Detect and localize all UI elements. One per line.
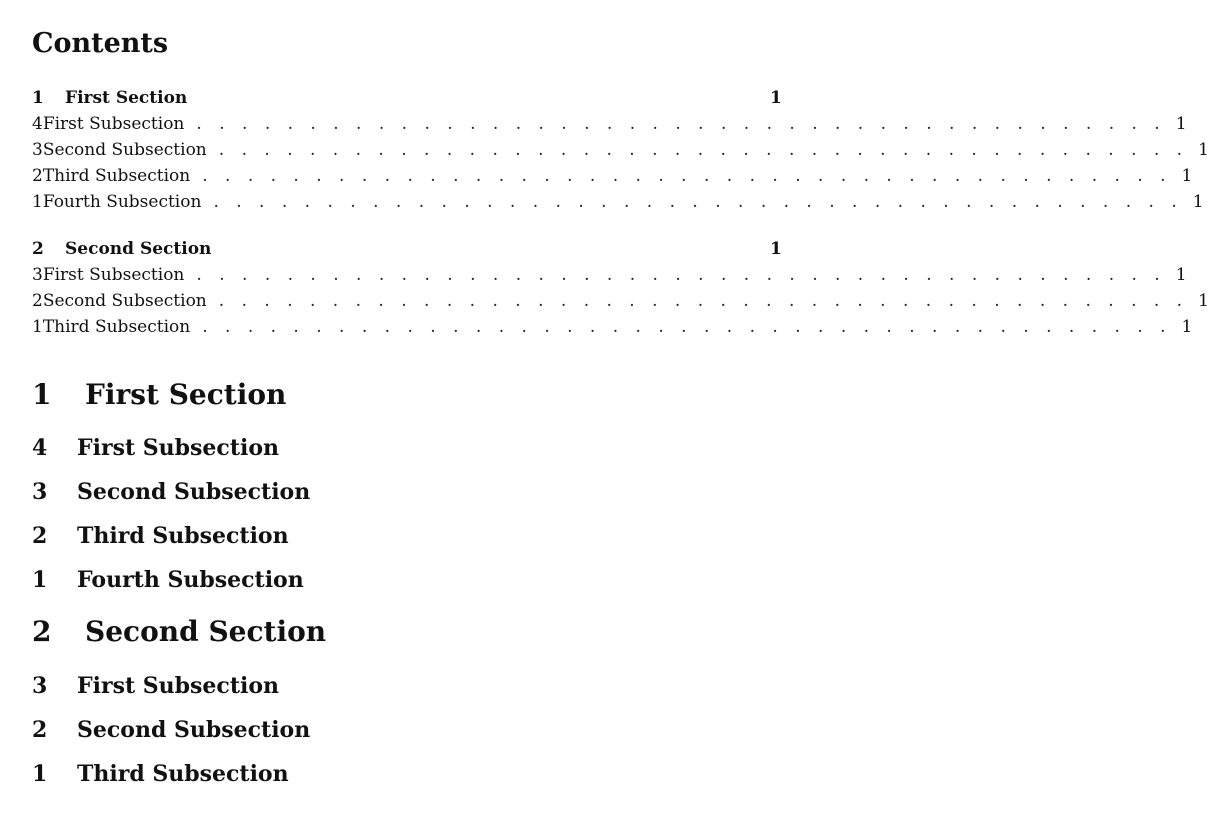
toc-page-number: 1: [1175, 114, 1187, 134]
subsection-number: 2: [32, 523, 48, 549]
subsection-number: 4: [32, 435, 48, 461]
toc-page-number: 1: [1175, 265, 1187, 285]
toc-subsection[interactable]: [32, 140, 1209, 164]
subsection-number: 3: [32, 673, 48, 699]
toc-subsection[interactable]: [32, 265, 1187, 289]
toc-subsection-number: 4: [32, 114, 43, 134]
section-title: Second Section: [85, 615, 327, 648]
subsection-number: 1: [32, 567, 48, 593]
toc-page-number: 1: [770, 239, 782, 259]
toc-subsection[interactable]: [32, 291, 1209, 315]
toc-page-number: 1: [1192, 192, 1204, 212]
subsection-heading: [32, 435, 279, 461]
subsection-title: Second Subsection: [77, 479, 311, 505]
subsection-title: Second Subsection: [77, 717, 311, 743]
subsection-number: 2: [32, 717, 48, 743]
toc-page-number: 1: [1198, 291, 1209, 311]
subsection-number: 3: [32, 479, 48, 505]
toc-subsection-title: Second Subsection: [42, 291, 207, 311]
dot-leader: . . . . . . . . . . . . . . . . . . . . . . . . . . . . . . . . . . . . . . . . . . .: [218, 140, 1189, 160]
subsection-heading: [32, 717, 310, 743]
toc-subsection-number: 3: [32, 265, 43, 285]
toc-subsection[interactable]: [32, 114, 1187, 138]
toc-section-title: Second Section: [65, 239, 212, 259]
toc-subsection-number: 3: [32, 140, 43, 160]
toc-section-number: 1: [32, 88, 44, 108]
toc-section-2[interactable]: [32, 239, 780, 263]
toc-subsection-title: Third Subsection: [42, 317, 191, 337]
toc-page-number: 1: [1198, 140, 1209, 160]
subsection-title: First Subsection: [77, 435, 280, 461]
toc-page-number: 1: [1181, 166, 1193, 186]
toc-subsection-title: First Subsection: [42, 114, 185, 134]
subsection-heading: [32, 567, 304, 593]
dot-leader: . . . . . . . . . . . . . . . . . . . . . . . . . . . . . . . . . . . . . . . . . . .: [213, 192, 1183, 212]
dot-leader: . . . . . . . . . . . . . . . . . . . . . . . . . . . . . . . . . . . . . . . . . . .: [196, 265, 1166, 285]
dot-leader: . . . . . . . . . . . . . . . . . . . . . . . . . . . . . . . . . . . . . . . . . . .: [202, 317, 1172, 337]
subsection-number: 1: [32, 761, 48, 787]
toc-subsection[interactable]: [32, 166, 1193, 190]
subsection-heading: [32, 761, 289, 787]
toc-subsection-number: 2: [32, 166, 43, 186]
toc-page-number: 1: [1181, 317, 1193, 337]
contents-title: Contents: [32, 28, 169, 59]
section-number: 1: [32, 378, 52, 411]
toc-subsection-number: 1: [32, 317, 43, 337]
section-number: 2: [32, 615, 52, 648]
section-heading-1: [32, 378, 286, 411]
dot-leader: . . . . . . . . . . . . . . . . . . . . . . . . . . . . . . . . . . . . . . . . . . .: [202, 166, 1172, 186]
toc-subsection-title: Second Subsection: [42, 140, 207, 160]
subsection-heading: [32, 479, 310, 505]
subsection-heading: [32, 523, 289, 549]
toc-page-number: 1: [770, 88, 782, 108]
section-heading-2: [32, 615, 326, 648]
toc-subsection[interactable]: [32, 192, 1204, 216]
toc-subsection-title: First Subsection: [42, 265, 185, 285]
subsection-title: Third Subsection: [77, 761, 289, 787]
dot-leader: . . . . . . . . . . . . . . . . . . . . . . . . . . . . . . . . . . . . . . . . . . .: [218, 291, 1189, 311]
subsection-title: Third Subsection: [77, 523, 289, 549]
toc-subsection-title: Third Subsection: [42, 166, 191, 186]
subsection-title: Fourth Subsection: [77, 567, 304, 593]
toc-subsection-title: Fourth Subsection: [42, 192, 202, 212]
toc-section-title: First Section: [65, 88, 188, 108]
section-title: First Section: [85, 378, 287, 411]
toc-section-number: 2: [32, 239, 44, 259]
toc-subsection[interactable]: [32, 317, 1193, 341]
subsection-title: First Subsection: [77, 673, 280, 699]
subsection-heading: [32, 673, 279, 699]
toc-section-1[interactable]: [32, 88, 780, 112]
toc-subsection-number: 2: [32, 291, 43, 311]
dot-leader: . . . . . . . . . . . . . . . . . . . . . . . . . . . . . . . . . . . . . . . . . . .: [196, 114, 1166, 134]
toc-subsection-number: 1: [32, 192, 43, 212]
